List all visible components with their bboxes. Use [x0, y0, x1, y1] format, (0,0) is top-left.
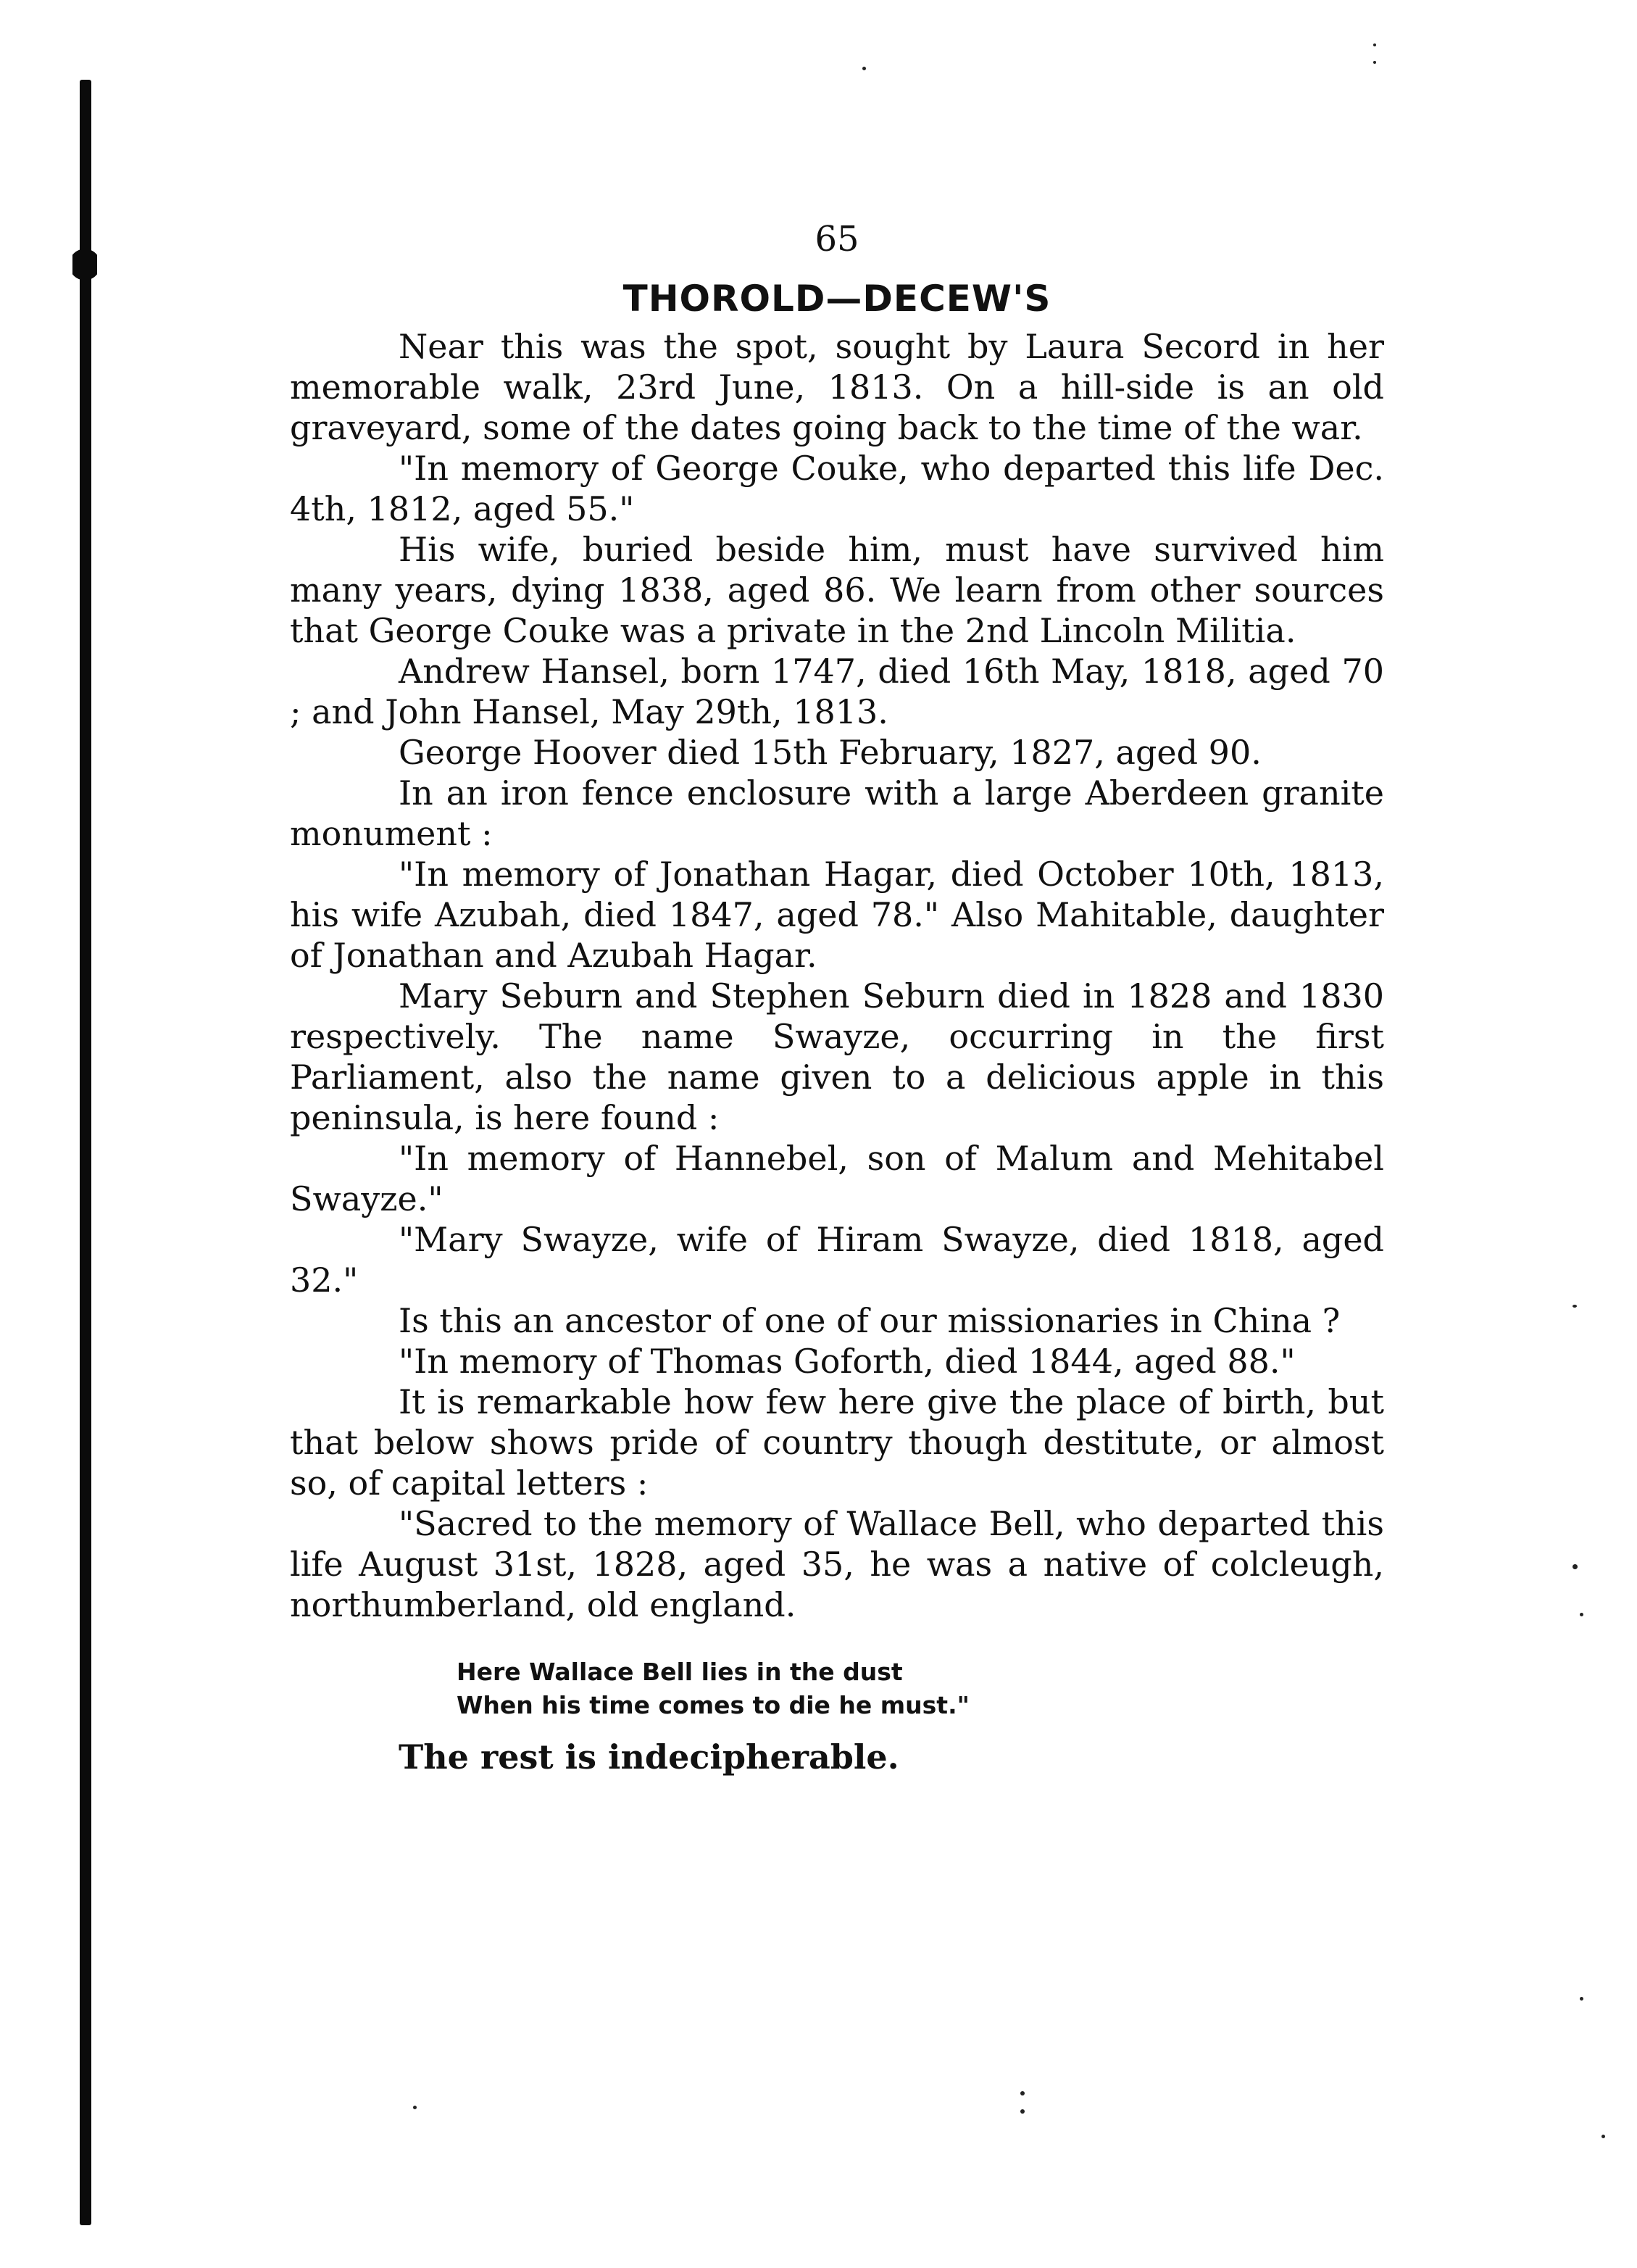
paragraph-couke-inscription: "In memory of George Couke, who departed this life Dec. 4th, 1812, aged 55."	[290, 449, 1384, 528]
scan-speck	[1573, 1564, 1578, 1569]
scan-speck	[1020, 2091, 1025, 2095]
paragraph-intro: Near this was the spot, sought by Laura Secord in her memorable walk, 23rd June, 1813. On a hill-side is an old graveyard, some of the dates going back to the time of the war.	[290, 327, 1384, 447]
paragraph-missionaries: Is this an ancestor of one of our missionaries in China ?	[399, 1301, 1341, 1340]
scan-speck	[1601, 2135, 1605, 2138]
scan-speck	[1373, 61, 1376, 64]
epitaph-line: Here Wallace Bell lies in the dust	[457, 1658, 903, 1686]
scan-speck	[1373, 43, 1376, 46]
paragraph-remarkable: It is remarkable how few here give the place of birth, but that below shows pride of country though destitute, or almost so, of capital letters :	[290, 1382, 1384, 1503]
scan-speck	[1580, 1997, 1583, 2001]
paragraph-goforth: "In memory of Thomas Goforth, died 1844, aged 88."	[399, 1342, 1296, 1381]
epitaph-line: When his time comes to die he must."	[457, 1691, 970, 1719]
scan-speck	[1580, 1613, 1583, 1616]
paragraph-hansel: Andrew Hansel, born 1747, died 16th May, 1818, aged 70 ; and John Hansel, May 29th, 1813.	[290, 652, 1384, 731]
scan-speck	[862, 67, 866, 70]
closing-line: The rest is indecipherable.	[399, 1737, 899, 1777]
paragraph-seburn: Mary Seburn and Stephen Seburn died in 1828 and 1830 respectively. The name Swayze, occurring in the first Parliament, also the name given to a delicious apple in this peninsula, is here found :	[290, 976, 1384, 1137]
epitaph-verse	[457, 1656, 1384, 1722]
binding-edge-bar	[80, 80, 91, 2225]
paragraph-mary-swayze: "Mary Swayze, wife of Hiram Swayze, died 1818, aged 32."	[290, 1220, 1384, 1300]
paragraph-wallace-bell: "Sacred to the memory of Wallace Bell, who departed this life August 31st, 1828, aged 35, he was a native of colcleugh, northumberland, old england.	[290, 1504, 1384, 1624]
paragraph-couke-wife: His wife, buried beside him, must have survived him many years, dying 1838, aged 86. We learn from other sources that George Couke was a private in the 2nd Lincoln Militia.	[290, 530, 1384, 650]
scan-speck	[1020, 2109, 1025, 2114]
book-page	[290, 217, 1384, 1779]
scan-speck	[413, 2106, 417, 2109]
paragraph-hannebel: "In memory of Hannebel, son of Malum and Mehitabel Swayze."	[290, 1139, 1384, 1218]
paragraph-hagar: "In memory of Jonathan Hagar, died October 10th, 1813, his wife Azubah, died 1847, aged 78." Also Mahitable, daughter of Jonathan and Azubah Hagar.	[290, 855, 1384, 975]
page-title: THOROLD—DECEW'S	[622, 278, 1051, 320]
page-number: 65	[815, 219, 859, 259]
paragraph-hoover: George Hoover died 15th February, 1827, aged 90.	[399, 733, 1262, 772]
body-text	[290, 326, 1384, 1625]
scan-speck	[1573, 1305, 1577, 1308]
paragraph-enclosure: In an iron fence enclosure with a large Aberdeen granite monument :	[290, 773, 1384, 853]
